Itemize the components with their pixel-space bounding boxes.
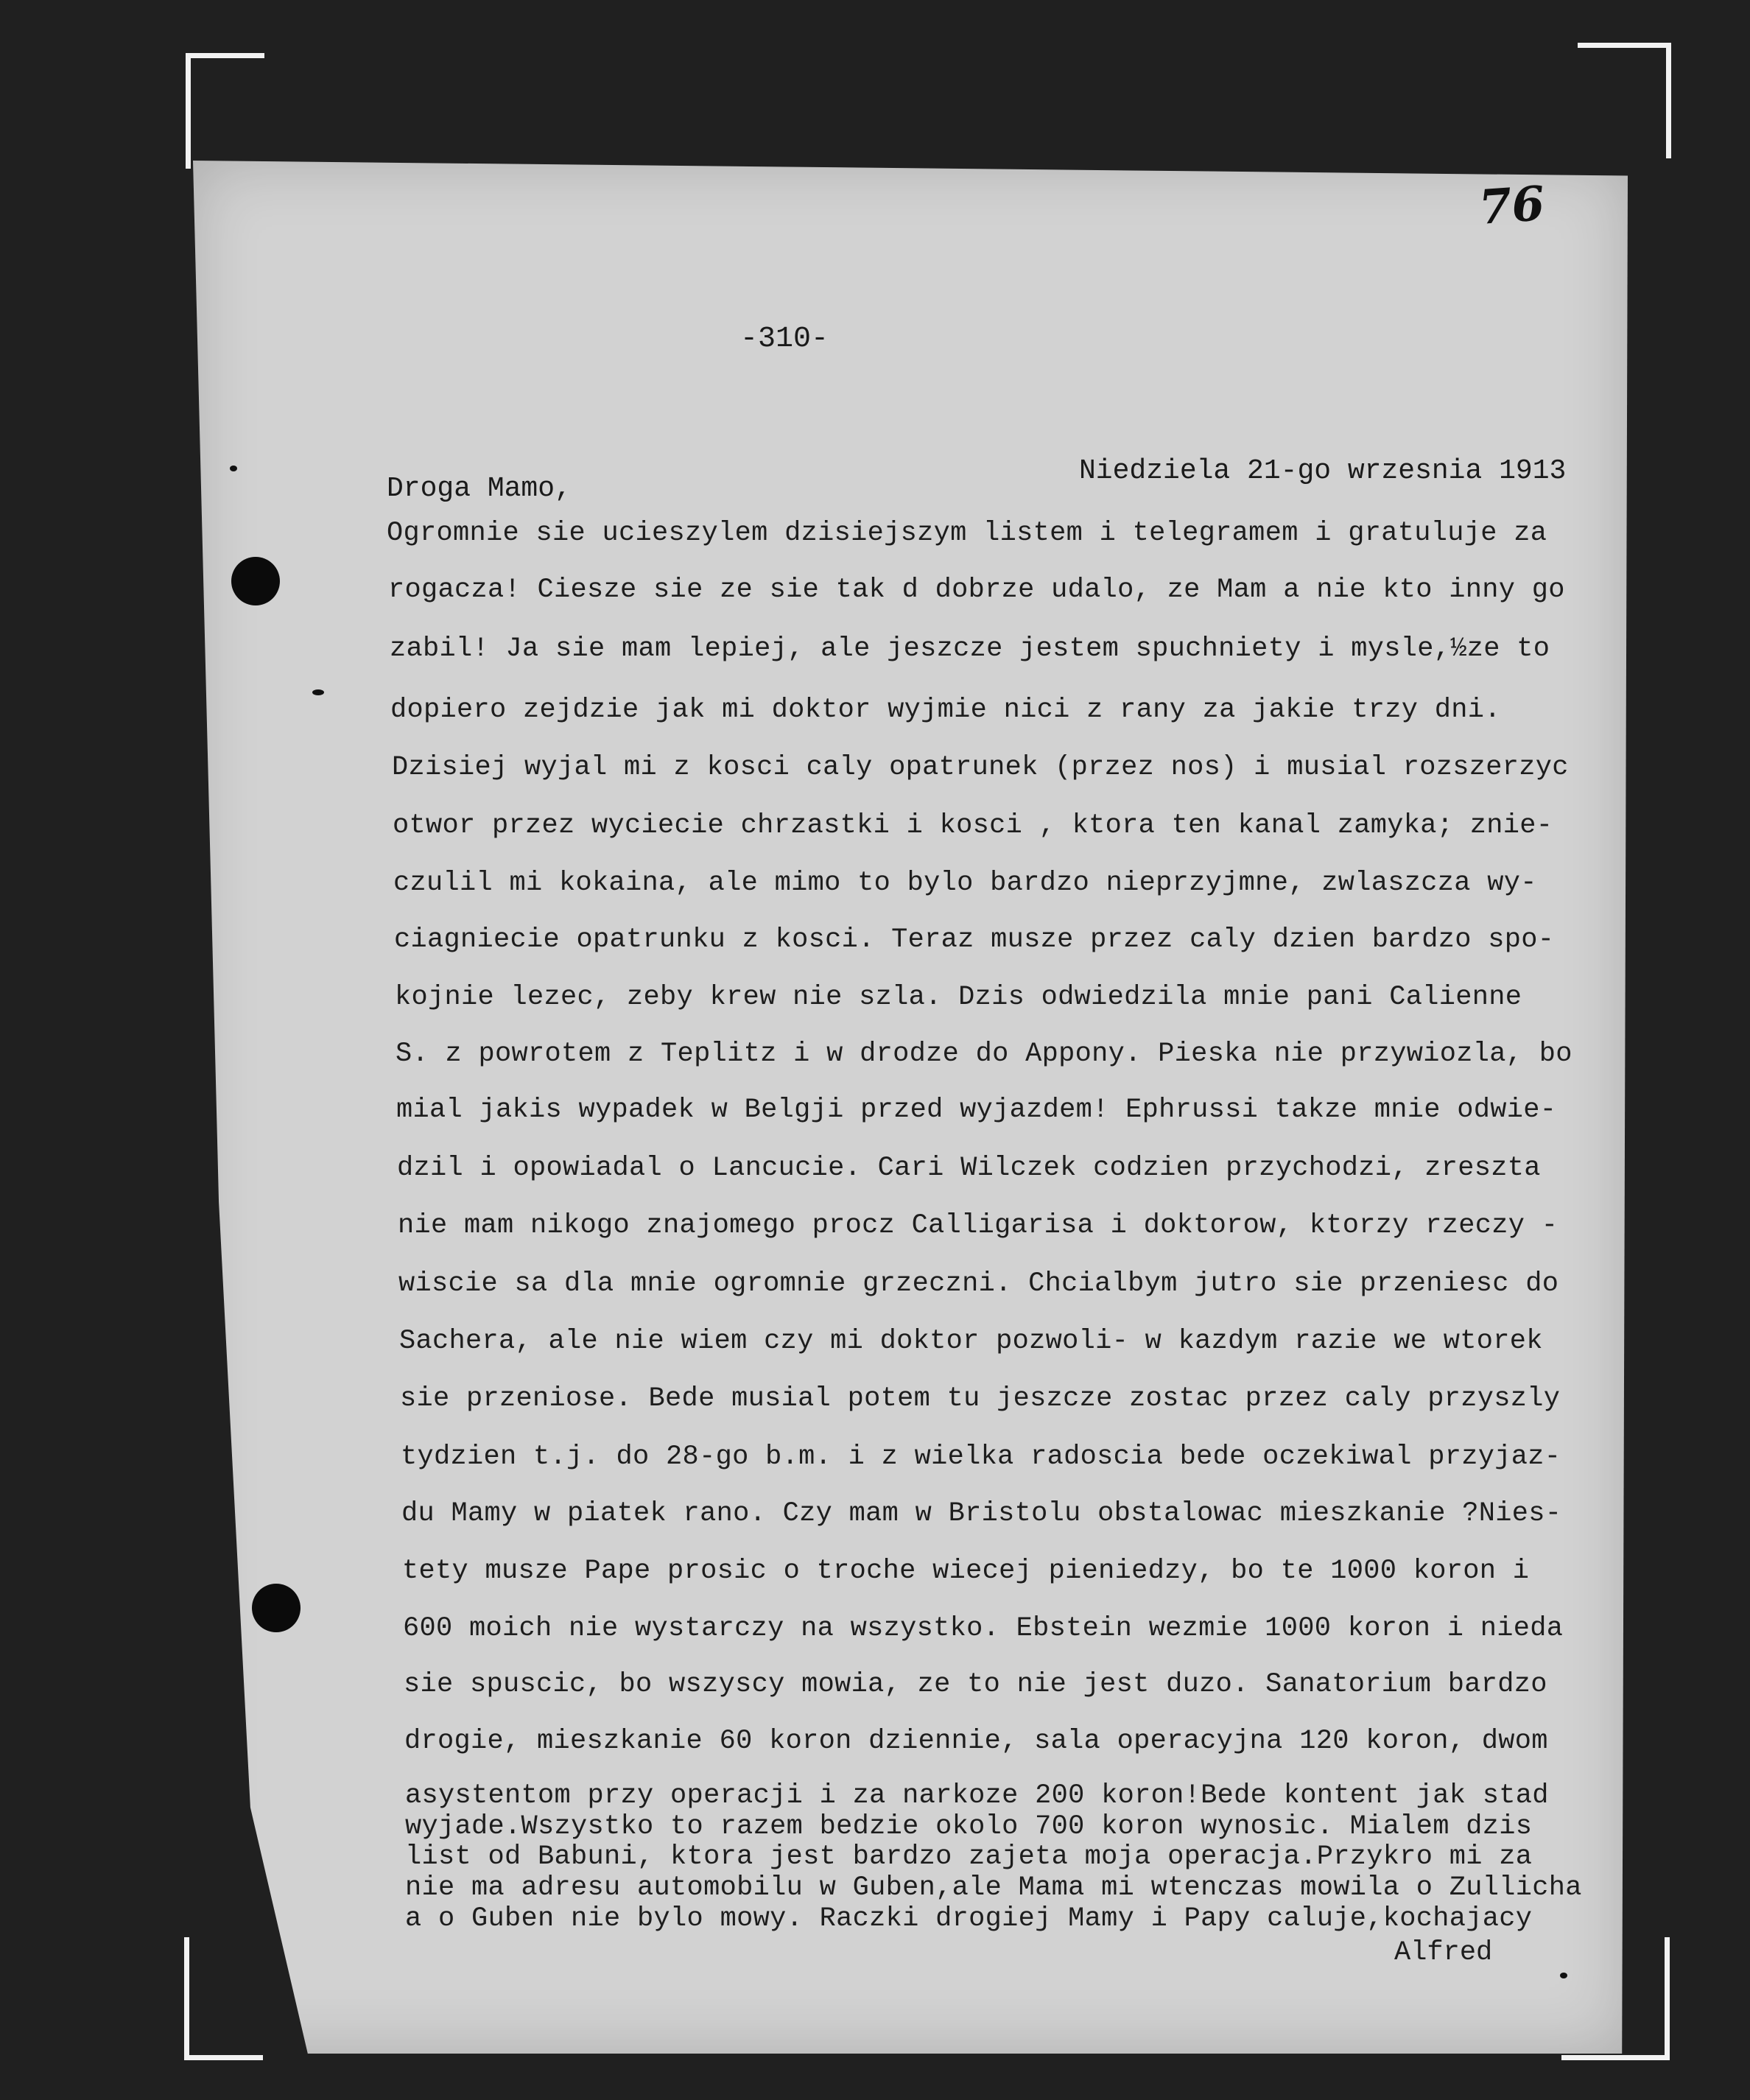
body-line: Ogromnie sie ucieszylem dzisiejszym listem i telegramem i gratuluje za [387, 518, 1547, 549]
body-line: list od Babuni, ktora jest bardzo zajeta moja operacja.Przykro mi za [405, 1841, 1533, 1872]
body-line: wiscie sa dla mnie ogromnie grzeczni. Chcialbym jutro sie przeniesc do [398, 1268, 1559, 1299]
ink-speck [230, 466, 237, 471]
body-line: nie ma adresu automobilu w Guben,ale Mama mi wtenczas mowila o Zullicha [405, 1872, 1582, 1903]
punch-hole-bottom [252, 1584, 301, 1632]
body-line: asystentom przy operacji i za narkoze 200 koron!Bede kontent jak stad [405, 1780, 1549, 1811]
body-line: Dzisiej wyjal mi z kosci caly opatrunek (przez nos) i musial rozszerzyc [392, 752, 1569, 783]
body-line: dopiero zejdzie jak mi doktor wyjmie nici z rany za jakie trzy dni. [390, 695, 1501, 726]
body-line: nie mam nikogo znajomego procz Calligarisa i doktorow, ktorzy rzeczy - [398, 1210, 1559, 1241]
body-line: du Mamy w piatek rano. Czy mam w Bristolu obstalowac mieszkanie ?Nies- [401, 1498, 1562, 1529]
body-line: ciagniecie opatrunku z kosci. Teraz musze przez caly dzien bardzo spo- [394, 924, 1555, 955]
body-line: wyjade.Wszystko to razem bedzie okolo 700 koron wynosic. Mialem dzis [405, 1811, 1533, 1842]
folio-number: 76 [1477, 175, 1547, 236]
body-line: sie przeniose. Bede musial potem tu jeszcze zostac przez caly przyszly [400, 1383, 1561, 1414]
scan-bracket-top-left [186, 53, 264, 169]
signature: Alfred [1394, 1937, 1493, 1968]
scan-bracket-top-right [1578, 43, 1671, 158]
scan-bracket-bottom-left [184, 1937, 263, 2060]
ink-speck [312, 689, 324, 695]
body-line: a o Guben nie bylo mowy. Raczki drogiej Mamy i Papy caluje,kochajacy [405, 1903, 1533, 1934]
body-line: 600 moich nie wystarczy na wszystko. Ebstein wezmie 1000 koron i nieda [403, 1613, 1564, 1644]
punch-hole-top [231, 557, 280, 605]
body-line: kojnie lezec, zeby krew nie szla. Dzis odwiedzila mnie pani Calienne [395, 982, 1522, 1013]
body-line: sie spuscic, bo wszyscy mowia, ze to nie jest duzo. Sanatorium bardzo [404, 1669, 1547, 1700]
body-line: S. z powrotem z Teplitz i w drodze do Appony. Pieska nie przywiozla, bo [396, 1039, 1572, 1070]
body-line: rogacza! Ciesze sie ze sie tak d dobrze udalo, ze Mam a nie kto inny go [388, 575, 1565, 605]
body-line: drogie, mieszkanie 60 koron dziennie, sala operacyjna 120 koron, dwom [404, 1726, 1548, 1757]
body-line: mial jakis wypadek w Belgji przed wyjazdem! Ephrussi takze mnie odwie- [396, 1095, 1557, 1125]
body-line: otwor przez wyciecie chrzastki i kosci , ktora ten kanal zamyka; znie- [393, 810, 1553, 841]
page-number: -310- [740, 323, 829, 356]
letter-date: Niedziela 21-go wrzesnia 1913 [1079, 455, 1567, 487]
body-line: Sachera, ale nie wiem czy mi doktor pozwoli- w kazdym razie we wtorek [399, 1326, 1543, 1357]
salutation: Droga Mamo, [387, 473, 572, 505]
body-line: czulil mi kokaina, ale mimo to bylo bardzo nieprzyjmne, zwlaszcza wy- [393, 868, 1537, 899]
body-line: tydzien t.j. do 28-go b.m. i z wielka radoscia bede oczekiwal przyjaz- [401, 1441, 1561, 1472]
body-line: dzil i opowiadal o Lancucie. Cari Wilczek codzien przychodzi, zreszta [397, 1153, 1541, 1184]
body-line: zabil! Ja sie mam lepiej, ale jeszcze jestem spuchniety i mysle,½ze to [390, 633, 1550, 664]
body-line: tety musze Pape prosic o troche wiecej pieniedzy, bo te 1000 koron i [402, 1556, 1530, 1587]
ink-speck [1560, 1973, 1567, 1978]
